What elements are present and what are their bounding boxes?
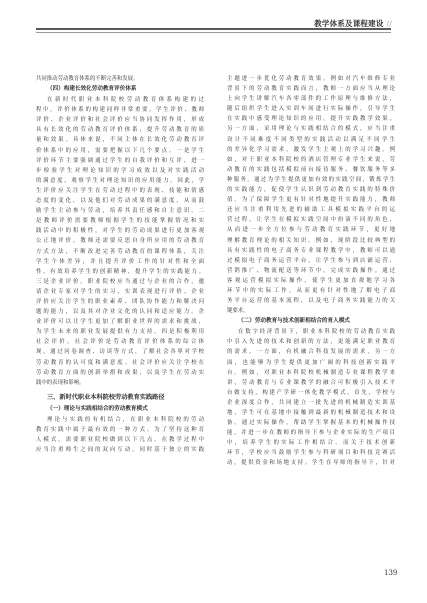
text-line: 为学生未来的职业发展提供有力支持。四是积极利用 — [36, 329, 204, 336]
text-line: 客观运营模拟实际操作，使学生更加直观地学习各 — [227, 277, 395, 284]
text-line: 评价环节主要强调通过学生的自我评价和互评，进一 — [36, 157, 204, 164]
text-line: 生评价应关注学生在劳动过程中的表现、技能和情感 — [36, 187, 204, 194]
text-line: 学生个体差异，并且提升评价工作的针对性和全面 — [36, 258, 204, 265]
text-line: 备。通过实际操作，帮助学生掌握基本的机械操作技 — [227, 420, 395, 427]
header-rule-thin — [36, 32, 391, 33]
page-number: 139 — [384, 569, 398, 577]
text-line: 动，提供资金和场地支持。学生在导师的指导下，针对 — [227, 460, 395, 467]
subsection-heading: （四）构建长效化劳动教育评价体系 — [47, 86, 137, 93]
text-line: 的差异化学习需求，激发学生主观上的学习兴趣。例 — [227, 146, 395, 153]
text-line: 具有长效化的劳动教育评价体系，提升劳动教育的质 — [36, 127, 204, 134]
text-line: 劳动教育的认可度和满意度。社会评价应关注学校在 — [36, 359, 204, 366]
text-line: 讲，劳动教育与专业课教学的融合可积极引入技术平 — [227, 379, 395, 386]
text-line: 中，培养学生的实际工作相结合。而关于技术创新 — [227, 440, 395, 447]
right-column — [227, 74, 395, 469]
text-line: 能，并进一步在教师的指导下参与企业实际的生产项目 — [227, 430, 395, 437]
text-line: 另一方面，采用理论与实践相结合的模式，应当注重 — [227, 126, 395, 133]
text-line: 主题进一步优化劳动教育效果。例如对汽车维修专业 — [227, 76, 395, 82]
text-line: 台。例如，对职业本科院校机械制造专业课程教学来 — [227, 369, 395, 376]
left-column — [36, 74, 204, 455]
text-line: 设计不同难度不同类型的实践活动以满足不同学生 — [227, 136, 395, 143]
text-line: 三是企业评价。职业院校应当通过与企业的合作，邀 — [36, 278, 204, 285]
text-line: 励学生主动参与劳动，培养其责任感和自主意识。二 — [36, 208, 204, 215]
text-line: 背景下的劳动教育实践而言，教师一方面应当从理论 — [227, 86, 395, 93]
text-line: 性，有效培养学生的创新精神，提升学生的实践能力。 — [36, 268, 204, 275]
text-line: 公正地评价。教师还需要反思自身所应用的劳动教育 — [36, 238, 204, 245]
text-line: 请企业专家对学生的实习、实训表现进行评价。企业 — [36, 288, 204, 295]
text-line: 评价应关注学生的职业素养、团队协作能力和解决问 — [36, 298, 204, 305]
text-line: 态度的变化，以及他们对劳动成果的满意度，从而鼓 — [36, 198, 204, 205]
text-line: 还应当注重利用先进的辅助工具模拟实践平台的运 — [227, 207, 395, 214]
text-line: 现，通过问卷调查、访谈等方式，了解社会各界对学校 — [36, 349, 204, 356]
text-line: 践中的表现和影响。 — [36, 379, 85, 386]
text-line: 环节中的实际工作，从而更有针对性地了解电子商 — [227, 287, 395, 294]
text-line: 地，学生可在基地中接触到最新的机械制造技术和设 — [227, 410, 395, 416]
text-line: 面，也能够为学生提供更加广阔的科技创新实践平 — [227, 359, 395, 366]
header-rule — [36, 28, 391, 30]
text-line: 过模拟电子商务运营平台，让学生参与到店铺运营、 — [227, 257, 395, 264]
running-head-slashes: // — [386, 19, 392, 28]
text-line: 价体系中的应用，需要把握以下几个要点。一是学生 — [36, 147, 204, 154]
text-line: 环节，学校应当鼓励学生参与科研项目和科技竞赛活 — [227, 450, 395, 457]
text-line: 种服务。通过为学生提供更加有效的实践空间，锻炼学生 — [227, 176, 395, 183]
text-line: 的满意度，观察学生对理论知识的应用能力。因此，学 — [36, 177, 204, 184]
text-line: 的需求。一方面，有机融合科技发展的需求，另一方 — [227, 349, 395, 356]
text-line: 从而进一步全方位参与劳动教育实践环节，更好地 — [227, 227, 395, 234]
running-head-title: 教学体系及课程建设 — [314, 19, 384, 28]
text-line: 理解教育理论的相关知识。例如，现阶段比较典型的 — [227, 237, 395, 244]
text-line: 务平台运营的基本流程，以及电子商务实践能力的关 — [227, 298, 395, 305]
text-line: 业评价可以让学生更加了解职业世界的需求和挑战， — [36, 319, 204, 326]
text-line: 的实践能力，促使学生认识到劳动教育实践的特殊价 — [227, 187, 395, 194]
text-line: 劳动教育方面的创新举措和成果，以及学生在劳动实 — [36, 369, 204, 376]
text-line: 企业深度合作，共同建立一批先进的机械制造实训基 — [227, 399, 395, 406]
subsection-heading: （一）理论与实践相结合的劳动教育模式 — [47, 405, 148, 412]
text-line: 上向学生讲解汽车各零部件的工作原理与维修方法， — [227, 96, 395, 103]
text-line: 具有实践性的电子商务专业课程教学中，教师可以通 — [227, 247, 395, 254]
text-line: 教育实践中属于最有效的一种方式。为了坚持这种育 — [36, 426, 204, 433]
text-line: 是教师评价需要教师根据学生的技能掌握情况和实 — [36, 218, 204, 225]
text-line: 在实践中感受理论知识的应用，提升实践教学效果。 — [227, 116, 395, 123]
text-line: 人模式，需要职业院校做到以下几点。在教学过程中 — [36, 437, 204, 443]
subsection-heading: （二）劳动教育与技术创新相结合的育人模式 — [238, 318, 350, 325]
text-line: 社会评价。社会评价是劳动教育评价体系的综合体 — [36, 339, 204, 346]
text-line: 评价、企业评价和社会评价应当协同发挥作用，形成 — [36, 117, 204, 124]
text-line: 键要求。 — [227, 308, 249, 315]
text-line: 值。为了保障学生更有针对性地提升实践能力，教师 — [227, 197, 395, 204]
text-line: 营过程，让学生在模拟实践空间中扮演不同的角色， — [227, 217, 395, 224]
section-heading: 三、新时代职业本科院校劳动教育实践路径 — [47, 393, 165, 401]
text-line: 中引入先进的技术和创新的方法，更能满足职业教育 — [227, 339, 395, 346]
text-line: 如，对于职业本科院校的酒店管理专业学生来说，劳 — [227, 156, 395, 163]
text-line: 应当注重师生之间的双向互动，同时基于独立的实践 — [36, 447, 204, 454]
text-line: 在数字经济背景下，职业本科院校的劳动教育实践 — [238, 329, 395, 336]
text-line: 题的能力，以及其对企业文化的认同和适应能力。企 — [36, 309, 204, 316]
text-line: 方式方法，不断改进完善劳动教育的课程体系，关注 — [36, 248, 204, 255]
text-line: 理论与实践的有机结合，在职业本科院校的劳动 — [47, 416, 204, 423]
text-line: 台做支持，构建产学研一体化教学模式，首先，学校与 — [227, 389, 395, 396]
text-line: 践活动中的积极性，对学生的劳动成果进行更加客观 — [36, 228, 204, 235]
text-line: 在新时代职业本科院校劳动教育体系构建的过 — [47, 97, 204, 104]
text-line: 程中，评价体系的构建同样非常重要。学生评价、教师 — [36, 107, 204, 114]
text-line: 动教育的实践包括模拟前台接待服务、餐饮服务等多 — [227, 166, 395, 173]
text-line: 随后组织学生进入实训车间进行实际操作，引导学生 — [227, 106, 395, 113]
text-line: 共同推动劳动教育体系的不断完善和发展。 — [36, 76, 139, 82]
text-line: 营销推广、物流配送等环节中，完成实践操作。通过 — [227, 267, 395, 274]
text-line: 量和效果。具体来说，不同主体在长效化劳动教育评 — [36, 137, 204, 144]
text-line: 步检验学生对理论知识的学习成效以及对实践活动 — [36, 167, 204, 174]
